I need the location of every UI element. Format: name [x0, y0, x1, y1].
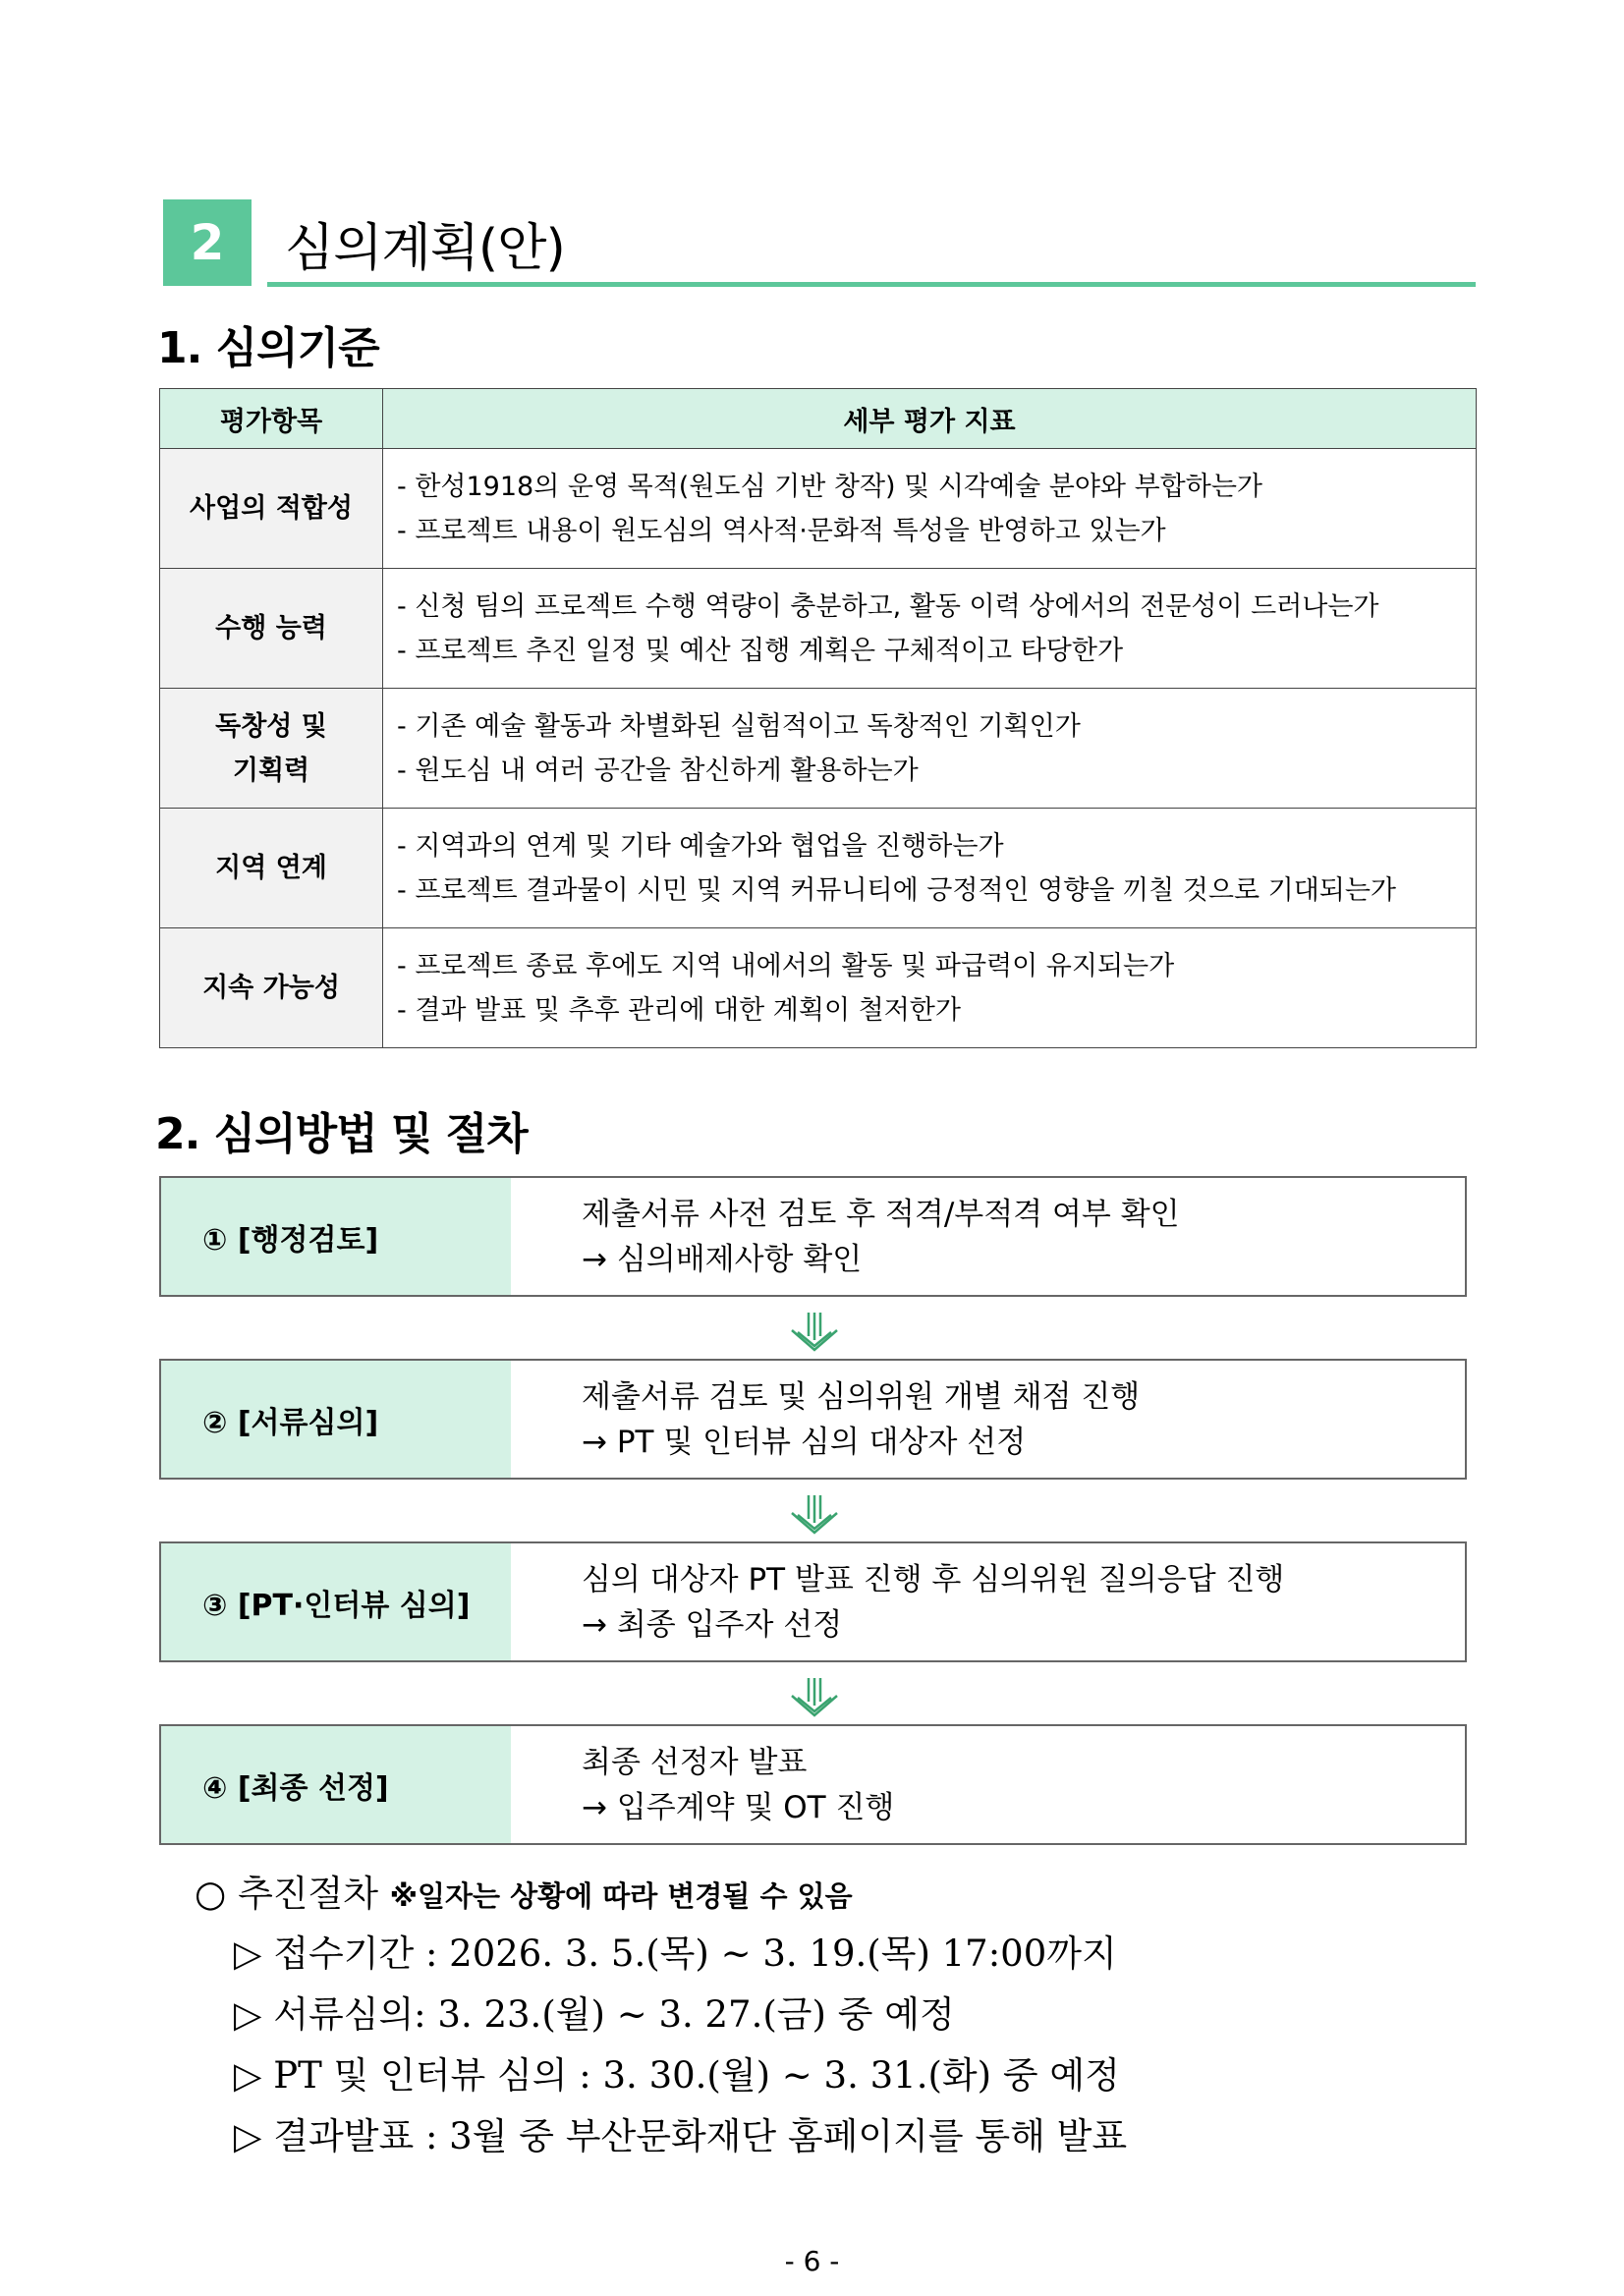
criteria-detail-line: - 프로젝트 내용이 원도심의 역사적·문화적 특성을 반영하고 있는가 [397, 515, 1166, 546]
criteria-detail-line: - 원도심 내 여러 공간을 참신하게 활용하는가 [397, 755, 919, 786]
criteria-row [160, 449, 1477, 569]
procedure-step-label: ② [서류심의] [161, 1361, 511, 1478]
criteria-item [160, 689, 383, 809]
procedure-step-box [159, 1359, 1467, 1480]
procedure-step-label: ④ [최종 선정] [161, 1726, 511, 1843]
procedure-step-box [159, 1176, 1467, 1297]
procedure-step-box [159, 1724, 1467, 1845]
criteria-row [160, 809, 1477, 928]
criteria-header-row [160, 389, 1477, 449]
criteria-detail-line: - 신청 팀의 프로젝트 수행 역량이 충분하고, 활동 이력 상에서의 전문성이 드러나는가 [397, 590, 1379, 622]
procedure-step-line: → 입주계약 및 OT 진행 [582, 1789, 895, 1825]
schedule-item: ▷ PT 및 인터뷰 심의 : 3. 30.(월) ~ 3. 31.(화) 중 예정 [234, 2054, 1120, 2097]
criteria-row [160, 569, 1477, 689]
criteria-detail-line: - 프로젝트 종료 후에도 지역 내에서의 활동 및 파급력이 유지되는가 [397, 950, 1175, 981]
criteria-details [383, 449, 1477, 569]
schedule-item: ▷ 접수기간 : 2026. 3. 5.(목) ~ 3. 19.(목) 17:00까지 [234, 1932, 1117, 1975]
criteria-row [160, 689, 1477, 809]
page-number: - 6 - [784, 2245, 840, 2277]
schedule-item: ▷ 서류심의: 3. 23.(월) ~ 3. 27.(금) 중 예정 [234, 1993, 955, 2036]
criteria-col-detail: 세부 평가 지표 [383, 389, 1477, 449]
criteria-detail-line: - 한성1918의 운영 목적(원도심 기반 창작) 및 시각예술 분야와 부합하는가 [397, 471, 1262, 502]
procedure-step-text [511, 1361, 1465, 1478]
procedure-step-label: ① [행정검토] [161, 1178, 511, 1295]
down-arrow-icon [788, 1676, 841, 1717]
criteria-row [160, 928, 1477, 1048]
criteria-col-item: 평가항목 [160, 389, 383, 449]
criteria-table [159, 388, 1477, 1048]
criteria-item: 지역 연계 [160, 809, 383, 928]
procedure-step-label: ③ [PT·인터뷰 심의] [161, 1543, 511, 1660]
section-underline [267, 282, 1476, 287]
procedure-step-text [511, 1726, 1465, 1843]
section-title: 심의계획(안) [285, 219, 565, 278]
criteria-detail-line: - 지역과의 연계 및 기타 예술가와 협업을 진행하는가 [397, 830, 1004, 862]
criteria-heading: 1. 심의기준 [157, 323, 379, 373]
criteria-item: 사업의 적합성 [160, 449, 383, 569]
criteria-detail-line: - 기존 예술 활동과 차별화된 실험적이고 독창적인 기획인가 [397, 710, 1081, 742]
criteria-details [383, 809, 1477, 928]
down-arrow-icon [788, 1311, 841, 1352]
procedure-step-text [511, 1543, 1465, 1660]
criteria-details [383, 928, 1477, 1048]
schedule-title: 추진절차 [238, 1873, 379, 1915]
down-arrow-icon [788, 1493, 841, 1535]
procedure-step-box [159, 1541, 1467, 1662]
criteria-item-line: 독창성 및 [215, 710, 327, 742]
criteria-detail-line: - 프로젝트 결과물이 시민 및 지역 커뮤니티에 긍정적인 영향을 끼칠 것으로 기대되는가 [397, 874, 1397, 906]
procedure-step-text [511, 1178, 1465, 1295]
procedure-step-line: 최종 선정자 발표 [582, 1744, 808, 1780]
schedule-title-line [195, 1864, 853, 1917]
criteria-detail-line: - 결과 발표 및 추후 관리에 대한 계획이 철저한가 [397, 994, 961, 1026]
criteria-item-line: 기획력 [232, 755, 310, 786]
procedure-step-line: → 최종 입주자 선정 [582, 1606, 843, 1643]
procedure-heading: 2. 심의방법 및 절차 [155, 1109, 528, 1159]
schedule-item: ▷ 결과발표 : 3월 중 부산문화재단 홈페이지를 통해 발표 [234, 2115, 1128, 2157]
section-number-badge: 2 [163, 199, 252, 286]
procedure-step-line: 제출서류 검토 및 심의위원 개별 채점 진행 [582, 1378, 1141, 1415]
procedure-step-line: 제출서류 사전 검토 후 적격/부적격 여부 확인 [582, 1196, 1180, 1232]
criteria-details [383, 569, 1477, 689]
criteria-details [383, 689, 1477, 809]
procedure-step-line: → 심의배제사항 확인 [582, 1241, 863, 1277]
procedure-step-line: 심의 대상자 PT 발표 진행 후 심의위원 질의응답 진행 [582, 1561, 1285, 1597]
criteria-detail-line: - 프로젝트 추진 일정 및 예산 집행 계획은 구체적이고 타당한가 [397, 635, 1124, 666]
criteria-item: 지속 가능성 [160, 928, 383, 1048]
circle-bullet-icon: ○ [195, 1873, 227, 1915]
schedule-note: ※일자는 상황에 따라 변경될 수 있음 [389, 1879, 853, 1913]
criteria-item: 수행 능력 [160, 569, 383, 689]
procedure-step-line: → PT 및 인터뷰 심의 대상자 선정 [582, 1424, 1027, 1460]
